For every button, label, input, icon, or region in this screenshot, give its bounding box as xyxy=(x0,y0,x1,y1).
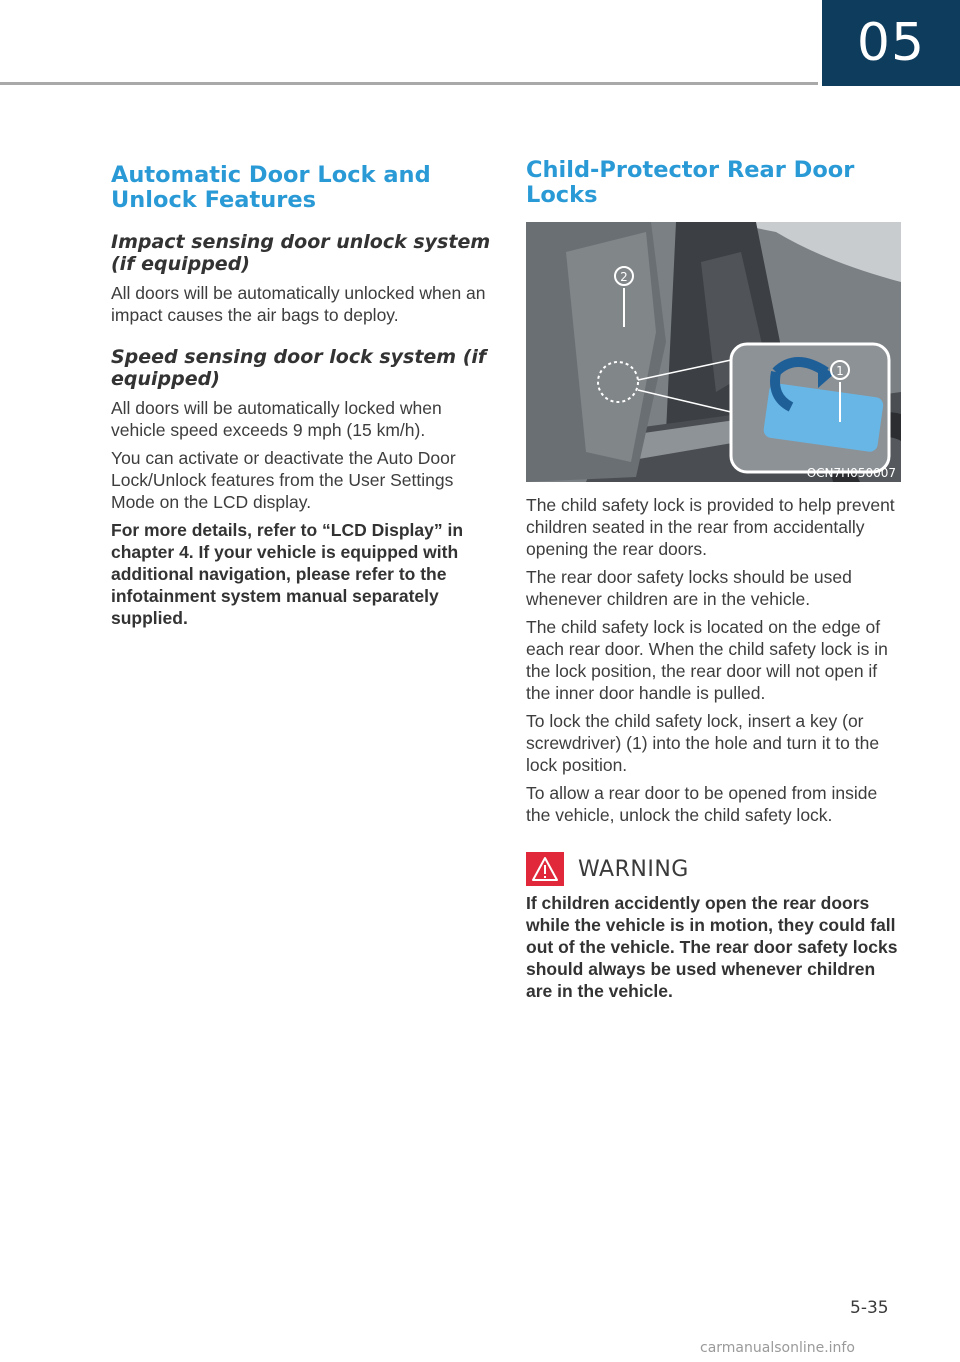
chapter-tab xyxy=(822,0,960,86)
child-lock-figure xyxy=(526,222,901,482)
page-number: 5-35 xyxy=(850,1298,889,1318)
impact-sensing-heading: Impact sensing door unlock system (if equipped) xyxy=(111,231,491,275)
child-lock-paragraph-5: To allow a rear door to be opened from inside the vehicle, unlock the child safety lock. xyxy=(526,783,878,825)
chapter-number: 05 xyxy=(856,13,926,73)
speed-sensing-text: All doors will be automatically locked when vehicle speed exceeds 9 mph (15 km/h). xyxy=(111,398,442,440)
user-settings-text: You can activate or deactivate the Auto Door Lock/Unlock features from the User Settings Mode on the LCD display. xyxy=(111,448,456,512)
rear-door-illustration xyxy=(526,222,901,482)
watermark: carmanualsonline.info xyxy=(700,1340,855,1356)
warning-text: If children accidently open the rear doors while the vehicle is in motion, they could fall out of the vehicle. The rear door safety locks should always be used whenever children are in the vehicle. xyxy=(526,893,898,1001)
impact-sensing-text: All doors will be automatically unlocked when an impact causes the air bags to deploy. xyxy=(111,283,486,325)
left-column xyxy=(111,158,491,635)
child-lock-paragraph-3: The child safety lock is located on the edge of each rear door. When the child safety lock is in the lock position, the rear door will not open if the inner door handle is pulled. xyxy=(526,617,888,703)
section-title-child-protector: Child-Protector Rear Door Locks xyxy=(526,157,855,208)
lcd-display-note: For more details, refer to “LCD Display” in chapter 4. If your vehicle is equipped with additional navigation, please refer to the infotainment system manual separately supplied. xyxy=(111,520,464,628)
header-rule xyxy=(0,82,818,85)
callout-2-label: 2 xyxy=(620,270,628,284)
child-lock-paragraph-2: The rear door safety locks should be used whenever children are in the vehicle. xyxy=(526,567,852,609)
callout-1-label: 1 xyxy=(836,364,844,378)
warning-label: WARNING xyxy=(578,856,689,882)
speed-sensing-heading: Speed sensing door lock system (if equipped) xyxy=(111,346,487,390)
figure-code: OCN7H050007 xyxy=(806,466,896,480)
warning-triangle-icon xyxy=(526,852,564,886)
right-column xyxy=(526,158,906,1002)
child-lock-paragraph-4: To lock the child safety lock, insert a key (or screwdriver) (1) into the hole and turn it to the lock position. xyxy=(526,711,880,775)
child-lock-paragraph-1: The child safety lock is provided to help prevent children seated in the rear from accidentally opening the rear doors. xyxy=(526,495,895,559)
section-title-auto-lock: Automatic Door Lock and Unlock Features xyxy=(111,162,431,213)
warning-header xyxy=(526,852,906,886)
